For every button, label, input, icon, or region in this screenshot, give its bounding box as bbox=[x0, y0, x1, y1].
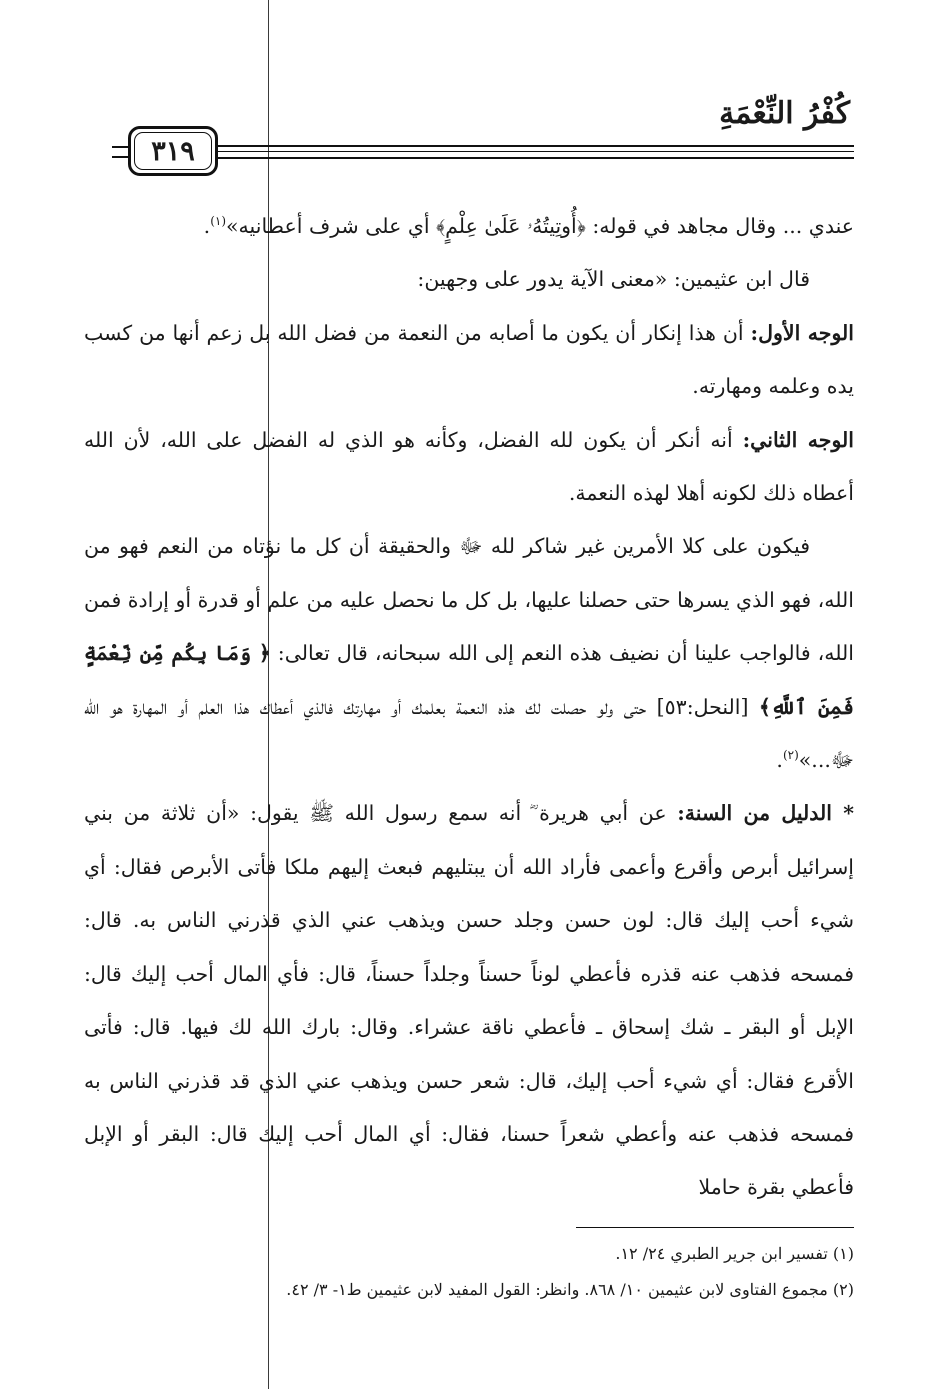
running-title: كُفْرُ النِّعْمَةِ bbox=[719, 96, 850, 131]
paragraph bbox=[84, 307, 854, 414]
footnote: (١) تفسير ابن جرير الطبري ٢٤/ ١٢. bbox=[615, 1244, 854, 1263]
footnotes bbox=[130, 1236, 854, 1308]
main-text bbox=[84, 200, 854, 1215]
header-rule bbox=[112, 146, 128, 148]
paragraph: فيكون على كلا الأمرين غير شاكر لله ﷻ والحقيقة أن كل ما نؤتاه من النعم فهو من الله، فهو الذي يسرها حتى حصلنا عليها، بل كل ما نحصل عليه من علم أو قدرة أو إرادة فمن الله، فالواجب علينا أن نضيف هذه النعم إلى الله سبحانه، قال تعالى: ﴿ وَمَا بِكُم مِّن نِّعْمَةٍ فَمِنَ ٱللَّهِ﴾ [النحل:٥٣] حتى ولو حصلت لك هذه النعمة بعلمك أو مهارتك فالذي أعطاك هذا العلم أو المهارة هو الله ﷻ...»$^{(٢)}$. bbox=[84, 534, 855, 773]
header-rule bbox=[218, 151, 854, 152]
paragraph-text: قال ابن عثيمين: «معنى الآية يدور على وجهين: bbox=[417, 267, 810, 292]
footnote-ref: (١) bbox=[210, 214, 227, 229]
paragraph-text: عندي ... وقال مجاهد في قوله: ﴿أُوتِيتُهُۥ عَلَىٰ عِلْمٍ﴾ أي على شرف أعطانيه» bbox=[226, 214, 854, 238]
quran-verse: ﴿ وَمَا بِكُم مِّن نِّعْمَةٍ فَمِنَ ٱللَّهِ﴾ bbox=[84, 641, 854, 719]
paragraph: عندي ... وقال مجاهد في قوله: ﴿أُوتِيتُهُۥ عَلَىٰ عِلْمٍ﴾ أي على شرف أعطانيه»$^{(١)}$. bbox=[203, 214, 854, 238]
heading-sunnah-evidence: * الدليل من السنة: bbox=[677, 801, 854, 826]
header-rule bbox=[112, 156, 128, 158]
paragraph-text: أنه أنكر أن يكون لله الفضل، وكأنه هو الذي له الفضل على الله، لأن الله أعطاه ذلك لكونه أهلا لهذه النعمة. bbox=[84, 427, 854, 506]
footnote: (٢) مجموع الفتاوى لابن عثيمين ١٠/ ٨٦٨. وانظر: القول المفيد لابن عثيمين ط١- ٣/ ٤٢. bbox=[286, 1280, 854, 1299]
paragraph-text: فيكون على كلا الأمرين غير شاكر لله ﷻ والحقيقة أن كل ما نؤتاه من النعم فهو من الله، فهو الذي يسرها حتى حصلنا عليها، بل كل ما نحصل عليه من علم أو قدرة أو إرادة فمن الله، فالواجب علينا أن نضيف هذه النعم إلى الله سبحانه، قال تعالى: bbox=[84, 534, 855, 666]
page-number-frame bbox=[128, 126, 218, 176]
paragraph-text: عن أبي هريرة ؓ أنه سمع رسول الله ﷺ يقول: «أن ثلاثة من بني إسرائيل أبرص وأقرع وأعمى فأراد الله أن يبتليهم فبعث إليهم ملكا فأتى الأبرص فقال: أي شيء أحب إليك قال: لون حسن وجلد حسن ويذهب عني الذي قذرني الناس به. قال: فمسحه فذهب عنه قذره فأعطي لوناً حسناً وجلداً حسناً، قال: فأي المال أحب إليك قال: الإبل أو البقر ـ شك إسحاق ـ فأعطي ناقة عشراء. وقال: بارك الله لك فيها. قال: فأتى الأقرع فقال: أي شيء أحب إليك، قال: شعر حسن ويذهب عني الذي قد قذرني الناس به فمسحه فذهب عنه وأعطي شعراً حسنا، فقال: أي المال أحب إليك قال: البقر أو الإبل فأعطي بقرة حاملا bbox=[84, 801, 854, 1200]
header-rule bbox=[218, 157, 854, 159]
paragraph bbox=[84, 787, 854, 1214]
footnote-ref: (٢) bbox=[782, 748, 799, 763]
header-rule bbox=[218, 145, 854, 147]
paragraph-text: أن هذا إنكار أن يكون ما أصابه من النعمة من فضل الله بل زعم أنها من كسب يده وعلمه ومهارته. bbox=[84, 320, 854, 399]
paragraph-text: [النحل:٥٣] حتى ولو حصلت لك هذه النعمة بعلمك أو مهارتك فالذي أعطاك هذا العلم أو المهارة هو الله ﷻ...» bbox=[84, 694, 854, 773]
paragraph bbox=[84, 253, 854, 306]
page-number: ٣١٩ bbox=[151, 135, 195, 167]
heading-first-aspect: الوجه الأول: bbox=[750, 320, 854, 345]
footnote-separator bbox=[576, 1227, 854, 1228]
heading-second-aspect: الوجه الثاني: bbox=[742, 427, 854, 452]
paragraph bbox=[84, 414, 854, 521]
